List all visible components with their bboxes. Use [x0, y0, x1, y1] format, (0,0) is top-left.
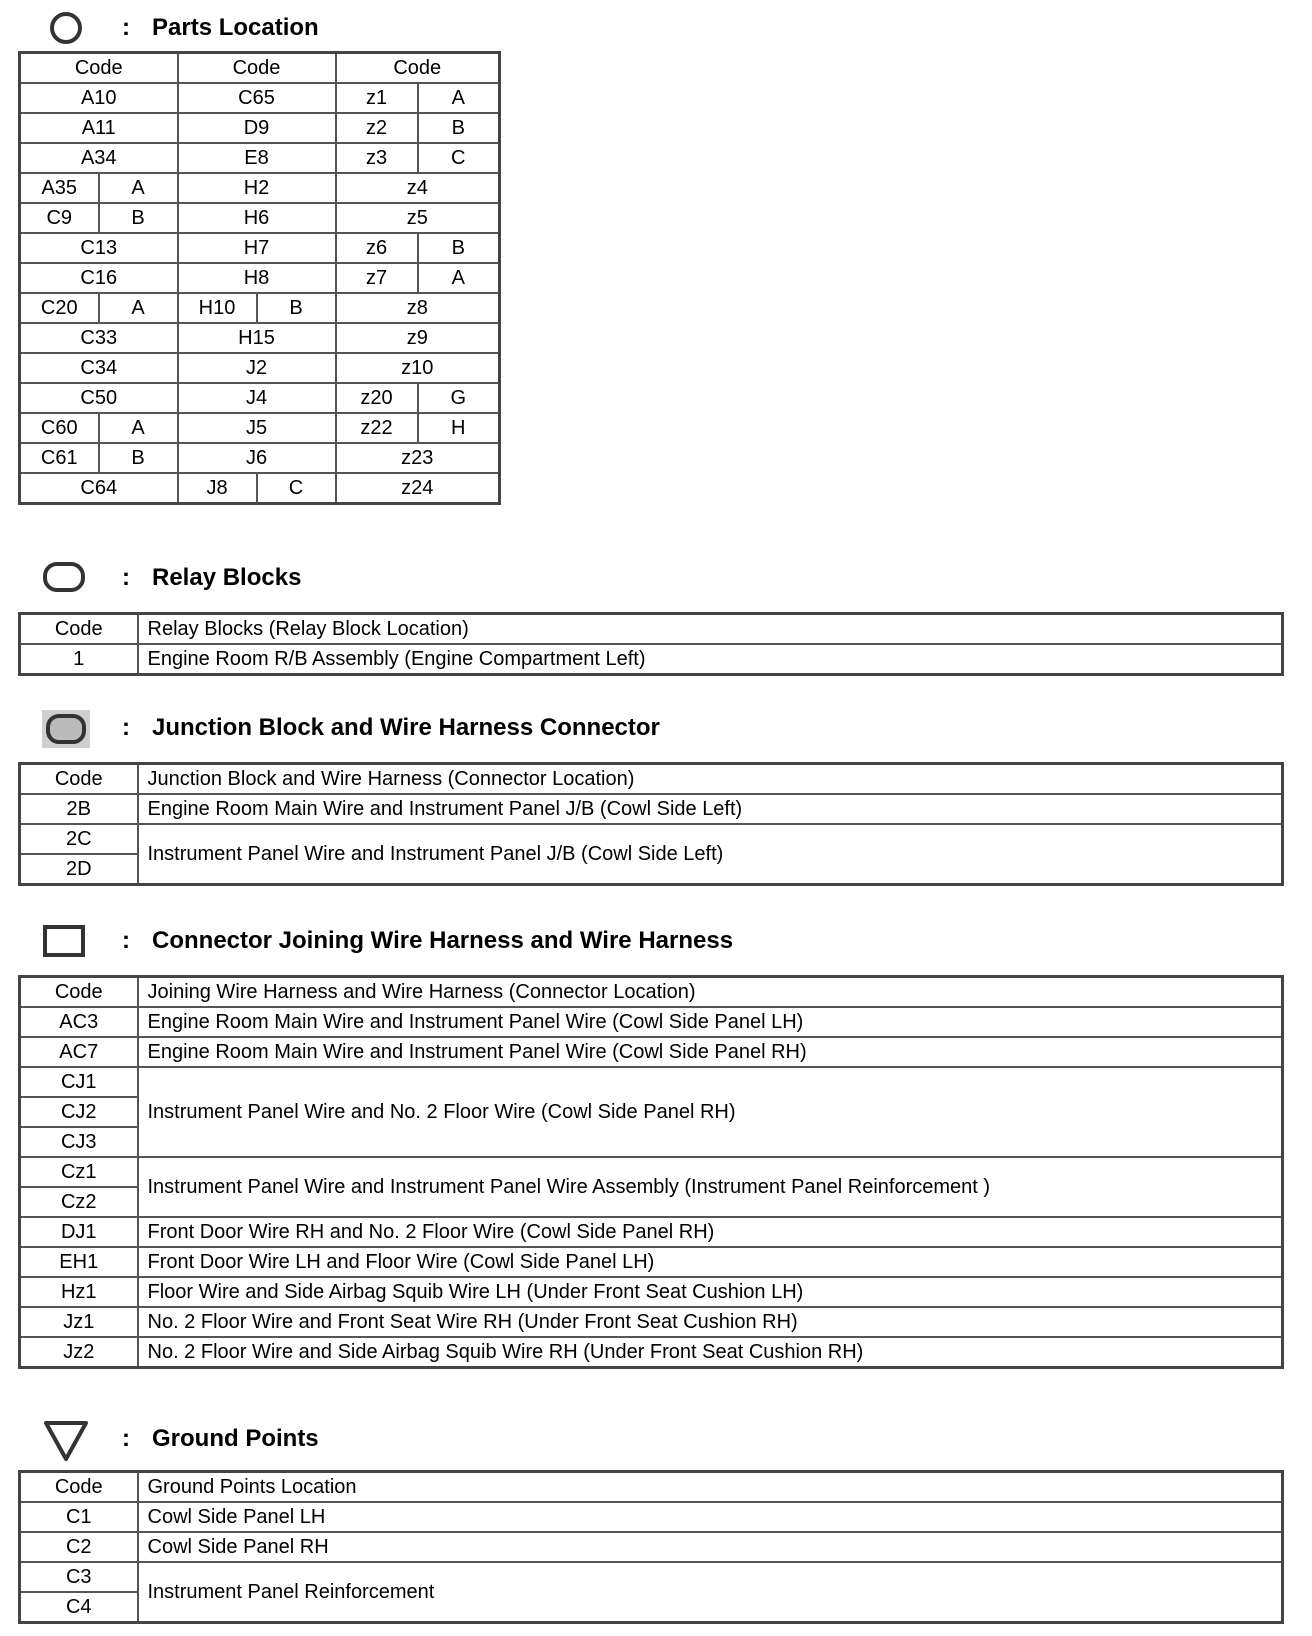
code-cell: AC7 [20, 1037, 138, 1067]
part-code-cell: C9 [20, 203, 99, 233]
part-tag-cell: C [418, 143, 500, 173]
description-cell: Instrument Panel Wire and No. 2 Floor Wire (Cowl Side Panel RH) [138, 1067, 1283, 1157]
ground-points-heading [0, 1419, 1000, 1459]
part-tag-cell: B [418, 233, 500, 263]
description-header-cell: Joining Wire Harness and Wire Harness (Connector Location) [138, 977, 1283, 1008]
part-tag-cell: A [99, 413, 178, 443]
description-cell: Engine Room Main Wire and Instrument Panel J/B (Cowl Side Left) [138, 794, 1283, 824]
parts-header-cell: Code [336, 53, 500, 84]
parts-row [20, 353, 500, 383]
code-cell: CJ3 [20, 1127, 138, 1157]
part-code-cell: H10 [178, 293, 257, 323]
relay-blocks-title: Relay Blocks [152, 564, 302, 591]
description-header-cell: Junction Block and Wire Harness (Connector Location) [138, 764, 1283, 795]
triangle-symbol-icon [42, 1419, 90, 1463]
parts-row [20, 203, 500, 233]
parts-row [20, 233, 500, 263]
part-code-cell: z4 [336, 173, 500, 203]
part-code-cell: C20 [20, 293, 99, 323]
part-code-cell: D9 [178, 113, 336, 143]
description-cell: Cowl Side Panel RH [138, 1532, 1283, 1562]
code-cell: Jz2 [20, 1337, 138, 1368]
parts-location-heading [0, 8, 1000, 48]
part-code-cell: J6 [178, 443, 336, 473]
part-code-cell: C65 [178, 83, 336, 113]
part-tag-cell: A [99, 173, 178, 203]
relay-blocks-heading [0, 558, 1000, 598]
code-cell: C1 [20, 1502, 138, 1532]
code-cell: Cz1 [20, 1157, 138, 1187]
part-code-cell: z6 [336, 233, 418, 263]
part-code-cell: H8 [178, 263, 336, 293]
part-code-cell: C13 [20, 233, 178, 263]
connector-table [18, 975, 1284, 1369]
junction-blocks-header-row [20, 764, 1283, 795]
junction-block-colon: : [122, 714, 130, 741]
part-tag-cell: B [99, 443, 178, 473]
table-row [20, 1562, 1283, 1592]
table-row [20, 794, 1283, 824]
shaded-oval-symbol-icon [40, 708, 92, 750]
part-code-cell: E8 [178, 143, 336, 173]
part-code-cell: C60 [20, 413, 99, 443]
part-code-cell: C50 [20, 383, 178, 413]
part-code-cell: J5 [178, 413, 336, 443]
description-header-cell: Ground Points Location [138, 1472, 1283, 1503]
table-row [20, 644, 1283, 675]
junction-block-heading [0, 708, 1000, 748]
parts-location-title: Parts Location [152, 14, 319, 41]
part-code-cell: A11 [20, 113, 178, 143]
part-tag-cell: C [257, 473, 336, 504]
connector-colon: : [122, 927, 130, 954]
ground-points-title: Ground Points [152, 1425, 319, 1452]
parts-row [20, 473, 500, 504]
part-code-cell: z23 [336, 443, 500, 473]
connector-heading [0, 921, 1000, 961]
code-cell: AC3 [20, 1007, 138, 1037]
circle-symbol-icon [48, 10, 84, 46]
table-row [20, 1007, 1283, 1037]
part-tag-cell: G [418, 383, 500, 413]
table-row [20, 1247, 1283, 1277]
part-tag-cell: A [418, 263, 500, 293]
description-cell: Engine Room Main Wire and Instrument Panel Wire (Cowl Side Panel LH) [138, 1007, 1283, 1037]
parts-row [20, 83, 500, 113]
parts-location-table [18, 51, 501, 505]
description-cell: Front Door Wire RH and No. 2 Floor Wire (Cowl Side Panel RH) [138, 1217, 1283, 1247]
connectors-header-row [20, 977, 1283, 1008]
code-cell: 2D [20, 854, 138, 885]
parts-row [20, 173, 500, 203]
ground-points-header-row [20, 1472, 1283, 1503]
junction-block-table [18, 762, 1284, 886]
part-tag-cell: B [257, 293, 336, 323]
code-cell: DJ1 [20, 1217, 138, 1247]
ground-points-table [18, 1470, 1284, 1624]
table-row [20, 1157, 1283, 1187]
part-tag-cell: H [418, 413, 500, 443]
part-tag-cell: A [418, 83, 500, 113]
parts-row [20, 413, 500, 443]
part-code-cell: H2 [178, 173, 336, 203]
relay-blocks-header-row [20, 614, 1283, 645]
parts-row [20, 323, 500, 353]
parts-location-colon: : [122, 14, 130, 41]
part-code-cell: z7 [336, 263, 418, 293]
rectangle-symbol-icon [42, 923, 86, 959]
code-cell: C3 [20, 1562, 138, 1592]
parts-row [20, 113, 500, 143]
code-cell: CJ2 [20, 1097, 138, 1127]
connector-title: Connector Joining Wire Harness and Wire Harness [152, 927, 734, 954]
parts-row [20, 383, 500, 413]
code-cell: C4 [20, 1592, 138, 1623]
description-cell: Cowl Side Panel LH [138, 1502, 1283, 1532]
description-cell: Instrument Panel Reinforcement [138, 1562, 1283, 1623]
description-cell: No. 2 Floor Wire and Front Seat Wire RH (Under Front Seat Cushion RH) [138, 1307, 1283, 1337]
code-header-cell: Code [20, 764, 138, 795]
part-tag-cell: B [418, 113, 500, 143]
part-code-cell: z10 [336, 353, 500, 383]
part-tag-cell: B [99, 203, 178, 233]
part-code-cell: C33 [20, 323, 178, 353]
table-row [20, 1067, 1283, 1097]
code-cell: C2 [20, 1532, 138, 1562]
part-code-cell: J8 [178, 473, 257, 504]
table-row [20, 1337, 1283, 1368]
description-cell: Engine Room Main Wire and Instrument Panel Wire (Cowl Side Panel RH) [138, 1037, 1283, 1067]
part-code-cell: z20 [336, 383, 418, 413]
parts-row [20, 143, 500, 173]
code-cell: Hz1 [20, 1277, 138, 1307]
description-cell: Instrument Panel Wire and Instrument Panel Wire Assembly (Instrument Panel Reinforcement ) [138, 1157, 1283, 1217]
part-code-cell: z8 [336, 293, 500, 323]
part-code-cell: H15 [178, 323, 336, 353]
part-code-cell: A10 [20, 83, 178, 113]
code-cell: 2B [20, 794, 138, 824]
relay-blocks-table [18, 612, 1284, 676]
part-code-cell: z1 [336, 83, 418, 113]
table-row [20, 1217, 1283, 1247]
parts-header-cell: Code [20, 53, 178, 84]
code-cell: 2C [20, 824, 138, 854]
part-code-cell: H7 [178, 233, 336, 263]
table-row [20, 824, 1283, 854]
table-row [20, 1277, 1283, 1307]
code-cell: EH1 [20, 1247, 138, 1277]
code-cell: 1 [20, 644, 138, 675]
parts-row [20, 263, 500, 293]
rounded-oval-symbol-icon [42, 560, 86, 594]
code-cell: Cz2 [20, 1187, 138, 1217]
part-tag-cell: A [99, 293, 178, 323]
part-code-cell: H6 [178, 203, 336, 233]
part-code-cell: z5 [336, 203, 500, 233]
part-code-cell: z22 [336, 413, 418, 443]
part-code-cell: z3 [336, 143, 418, 173]
ground-points-colon: : [122, 1425, 130, 1452]
part-code-cell: J4 [178, 383, 336, 413]
part-code-cell: z2 [336, 113, 418, 143]
part-code-cell: C16 [20, 263, 178, 293]
description-cell: Instrument Panel Wire and Instrument Panel J/B (Cowl Side Left) [138, 824, 1283, 885]
part-code-cell: C61 [20, 443, 99, 473]
table-row [20, 1307, 1283, 1337]
junction-block-title: Junction Block and Wire Harness Connector [152, 714, 660, 741]
description-cell: No. 2 Floor Wire and Side Airbag Squib Wire RH (Under Front Seat Cushion RH) [138, 1337, 1283, 1368]
description-header-cell: Relay Blocks (Relay Block Location) [138, 614, 1283, 645]
part-code-cell: C64 [20, 473, 178, 504]
code-header-cell: Code [20, 1472, 138, 1503]
code-header-cell: Code [20, 977, 138, 1008]
part-code-cell: A34 [20, 143, 178, 173]
part-code-cell: J2 [178, 353, 336, 383]
code-cell: CJ1 [20, 1067, 138, 1097]
part-code-cell: C34 [20, 353, 178, 383]
part-code-cell: z9 [336, 323, 500, 353]
table-row [20, 1532, 1283, 1562]
description-cell: Floor Wire and Side Airbag Squib Wire LH (Under Front Seat Cushion LH) [138, 1277, 1283, 1307]
parts-row [20, 293, 500, 323]
part-code-cell: z24 [336, 473, 500, 504]
description-cell: Front Door Wire LH and Floor Wire (Cowl Side Panel LH) [138, 1247, 1283, 1277]
table-row [20, 1037, 1283, 1067]
code-cell: Jz1 [20, 1307, 138, 1337]
code-header-cell: Code [20, 614, 138, 645]
parts-header-cell: Code [178, 53, 336, 84]
relay-blocks-colon: : [122, 564, 130, 591]
part-code-cell: A35 [20, 173, 99, 203]
parts-row [20, 443, 500, 473]
table-row [20, 1502, 1283, 1532]
description-cell: Engine Room R/B Assembly (Engine Compartment Left) [138, 644, 1283, 675]
parts-header-row [20, 53, 500, 84]
